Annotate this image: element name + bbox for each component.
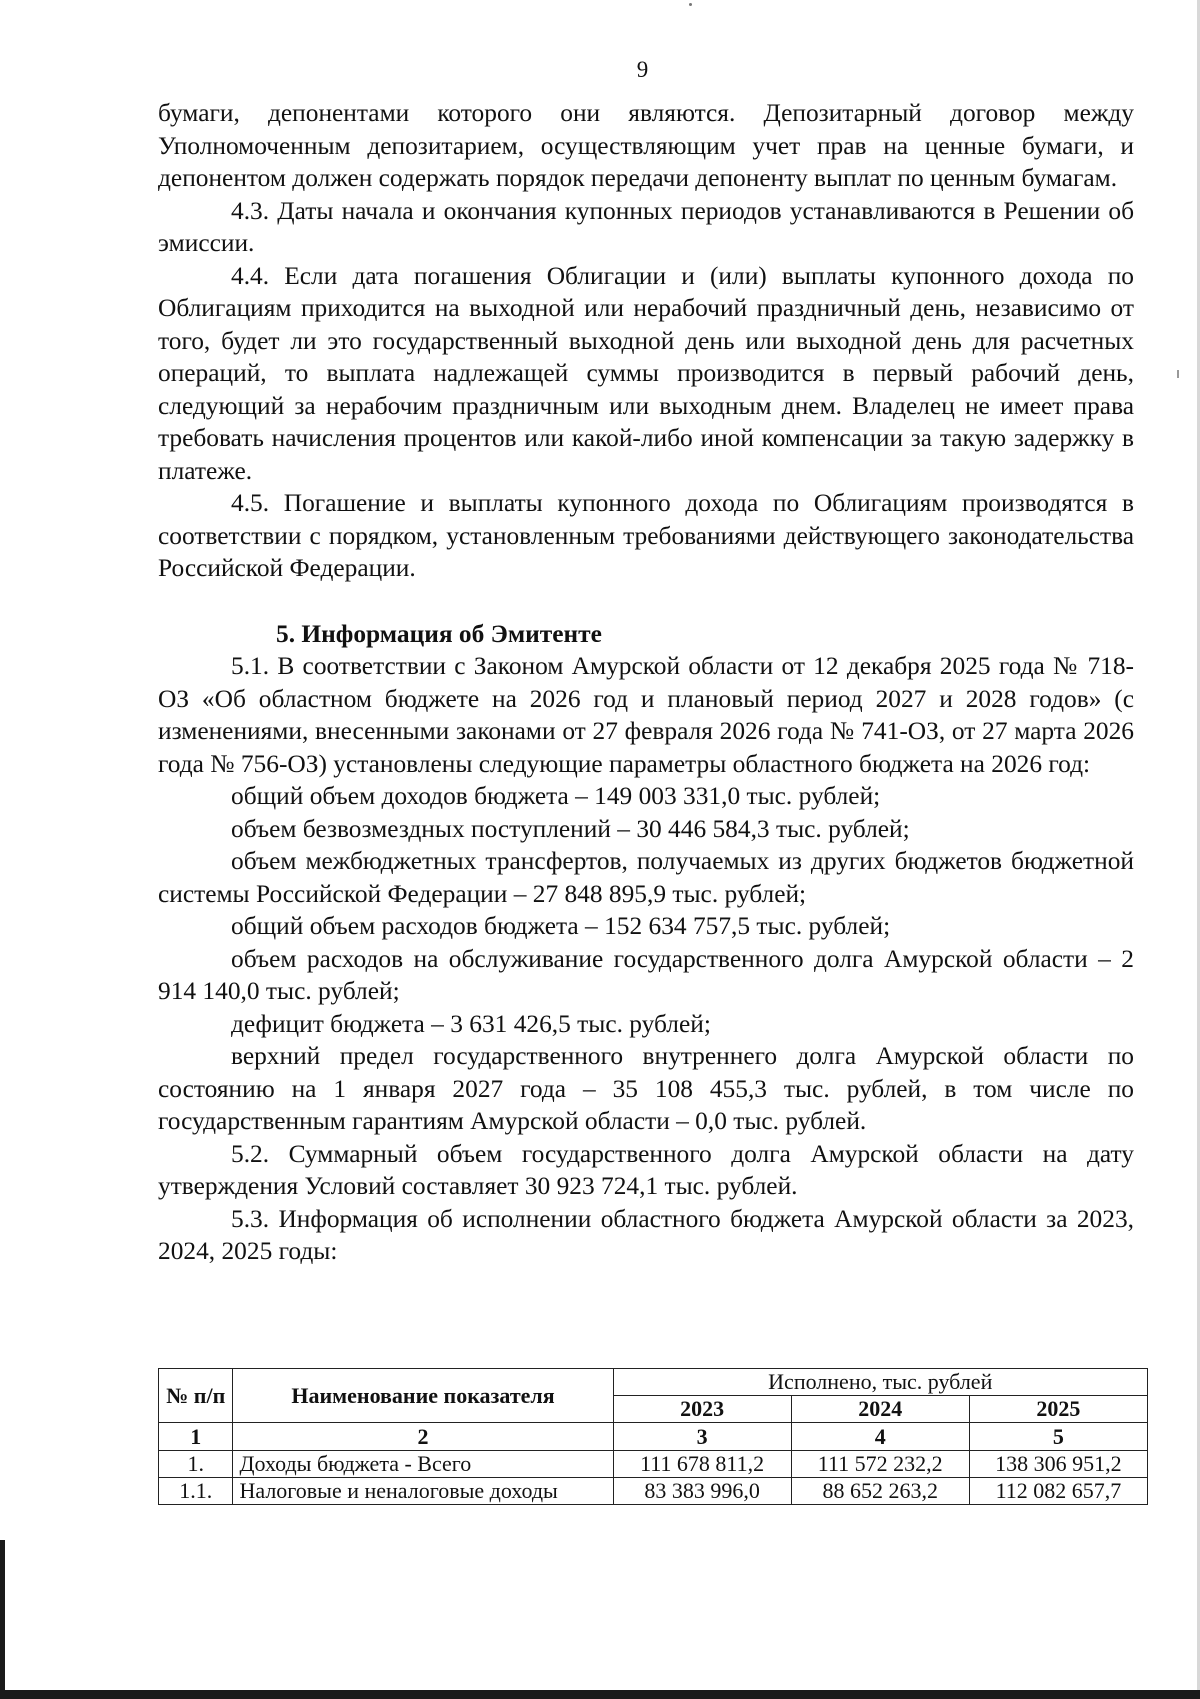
document-body xyxy=(158,97,1134,1268)
col-number: 4 xyxy=(791,1423,969,1451)
paragraph-5-2: 5.2. Суммарный объем государственного долга Амурской области на дату утверждения Условий составляет 30 923 724,1 тыс. рублей. xyxy=(158,1139,1134,1200)
paragraph-4-4: 4.4. Если дата погашения Облигации и (или) выплаты купонного дохода по Облигациям приходится на выходной или нерабочий праздничный день, независимо от того, будет ли это государственный выходной день или выходной день для расчетных операций, то выплата надлежащей суммы производится в первый рабочий день, следующий за нерабочим праздничным или выходным днем. Владелец не имеет права требовать начисления процентов или какой-либо иной компенсации за такую задержку в платеже. xyxy=(158,261,1134,485)
row-value-2025: 138 306 951,2 xyxy=(969,1451,1147,1478)
table-row xyxy=(159,1451,1148,1478)
row-value-2024: 88 652 263,2 xyxy=(791,1478,969,1505)
section-title: 5. Информация об Эмитенте xyxy=(276,619,602,648)
paragraph-4-3: 4.3. Даты начала и окончания купонных периодов устанавливаются в Решении об эмиссии. xyxy=(158,196,1134,257)
paragraph-continuation: бумаги, депонентами которого они являются. Депозитарный договор между Уполномоченным депозитарием, осуществляющим учет прав на ценные бумаги, и депонентом должен содержать порядок передачи депоненту выплат по ценным бумагам. xyxy=(158,99,1134,192)
scan-edge-bottom xyxy=(0,1690,1200,1699)
paragraph-5-3: 5.3. Информация об исполнении областного бюджета Амурской области за 2023, 2024, 2025 годы: xyxy=(158,1204,1134,1265)
budget-param-revenue: общий объем доходов бюджета – 149 003 331,0 тыс. рублей; xyxy=(231,782,881,810)
table-header-row xyxy=(159,1369,1148,1396)
scan-edge-left xyxy=(0,1540,5,1699)
row-name: Доходы бюджета - Всего xyxy=(233,1451,613,1478)
budget-execution-table xyxy=(158,1368,1148,1505)
col-number: 3 xyxy=(613,1423,791,1451)
row-num: 1. xyxy=(159,1451,233,1478)
paragraph-4-5: 4.5. Погашение и выплаты купонного дохода по Облигациям производятся в соответствии с порядком, установленным требованиями действующего законодательства Российской Федерации. xyxy=(158,489,1134,582)
row-name: Налоговые и неналоговые доходы xyxy=(233,1478,613,1505)
row-value-2023: 111 678 811,2 xyxy=(613,1451,791,1478)
page-number: 9 xyxy=(636,57,649,82)
budget-param-debt-limit: верхний предел государственного внутреннего долга Амурской области по состоянию на 1 января 2027 года – 35 108 455,3 тыс. рублей, в том числе по государственным гарантиям Амурской области – 0,0 тыс. рублей. xyxy=(158,1042,1134,1135)
table-column-numbers xyxy=(159,1423,1148,1451)
budget-param-expenses: общий объем расходов бюджета – 152 634 757,5 тыс. рублей; xyxy=(231,912,891,940)
header-year-2025: 2025 xyxy=(969,1396,1147,1423)
budget-param-grants: объем безвозмездных поступлений – 30 446 584,3 тыс. рублей; xyxy=(231,814,910,843)
budget-param-deficit: дефицит бюджета – 3 631 426,5 тыс. рублей; xyxy=(231,1009,711,1038)
scan-dot xyxy=(689,3,692,6)
col-number: 2 xyxy=(233,1423,613,1451)
header-name: Наименование показателя xyxy=(233,1369,613,1423)
row-value-2024: 111 572 232,2 xyxy=(791,1451,969,1478)
row-value-2025: 112 082 657,7 xyxy=(969,1478,1147,1505)
budget-param-debt-service: объем расходов на обслуживание государственного долга Амурской области – 2 914 140,0 тыс. рублей; xyxy=(158,944,1134,1005)
col-number: 5 xyxy=(969,1423,1147,1451)
scan-mark xyxy=(1177,370,1179,378)
header-num: № п/п xyxy=(159,1369,233,1423)
row-value-2023: 83 383 996,0 xyxy=(613,1478,791,1505)
header-group: Исполнено, тыс. рублей xyxy=(613,1369,1147,1396)
paragraph-5-1: 5.1. В соответствии с Законом Амурской области от 12 декабря 2025 года № 718-ОЗ «Об областном бюджете на 2026 год и плановый период 2027 и 2028 годов» (с изменениями, внесенными законами от 27 февраля 2026 года № 741-ОЗ, от 27 марта 2026 года № 756-ОЗ) установлены следующие параметры областного бюджета на 2026 год: xyxy=(158,652,1134,778)
table-row xyxy=(159,1478,1148,1505)
header-year-2024: 2024 xyxy=(791,1396,969,1423)
col-number: 1 xyxy=(159,1423,233,1451)
header-year-2023: 2023 xyxy=(613,1396,791,1423)
row-num: 1.1. xyxy=(159,1478,233,1505)
budget-param-transfers: объем межбюджетных трансфертов, получаемых из других бюджетов бюджетной системы Российской Федерации – 27 848 895,9 тыс. рублей; xyxy=(158,847,1134,908)
